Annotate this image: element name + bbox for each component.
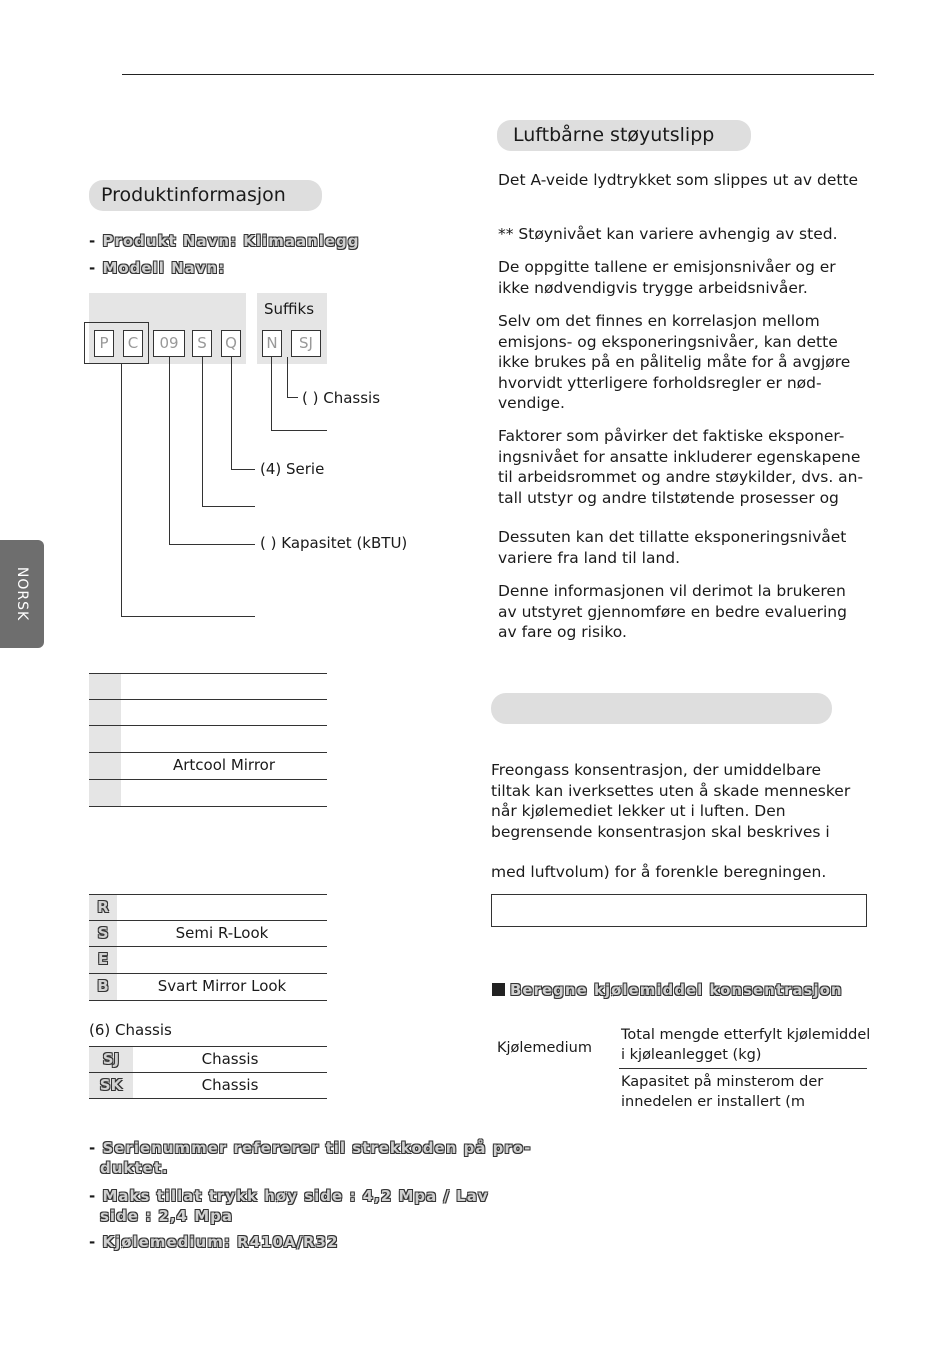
label-chassis: ( ) Chassis bbox=[302, 389, 381, 407]
note-pressure: - Maks tillat trykk høy side : 4,2 Mpa / Lav bbox=[89, 1187, 489, 1205]
section-title-blank-pill bbox=[491, 693, 832, 724]
paragraph-freon-tail: med luftvolum) for å forenkle beregningen. bbox=[491, 863, 827, 881]
connector-sj-h bbox=[287, 397, 298, 398]
table3-row: SJ Chassis bbox=[89, 1047, 327, 1073]
paragraph-freon: Freongass konsentrasjon, der umiddelbare tiltak kan iverksettes uten å skade mennesker når kjølemediet lekker ut i luften. Den begrensende konsentrasjon skal beskrives i bbox=[491, 761, 851, 841]
label-kapasitet: ( ) Kapasitet (kBTU) bbox=[260, 534, 408, 552]
code-box-c: C bbox=[123, 330, 143, 357]
paragraph-factors: Faktorer som påvirker det faktiske eksponer- ingsnivået for ansatte inkluderer egenskapene til arbeidsrommet og andre støykilder, dvs. an- tall utstyr og andre tilstøtende prosesser og bbox=[498, 427, 864, 507]
code-box-n: N bbox=[262, 330, 282, 357]
note-serial: - Serienummer refererer til strekkoden på pro- bbox=[89, 1139, 532, 1157]
section-title-produktinformasjon: Produktinformasjon bbox=[89, 180, 322, 211]
model-name-line: - Modell Navn: bbox=[89, 259, 226, 277]
model-name-text: Modell Navn: bbox=[102, 259, 226, 277]
table1-row bbox=[89, 700, 327, 726]
table1-row bbox=[89, 726, 327, 753]
table1-row bbox=[89, 674, 327, 700]
table2-row: B Svart Mirror Look bbox=[89, 974, 327, 1001]
code-box-09: 09 bbox=[153, 330, 185, 357]
formula-numerator: Total mengde etterfylt kjølemiddel i kjøleanlegget (kg) bbox=[621, 1027, 871, 1063]
product-name-line: - Produkt Navn: Klimaanlegg bbox=[89, 232, 360, 250]
language-tab-label: NORSK bbox=[14, 566, 30, 622]
connector-n-v bbox=[271, 357, 272, 431]
table2-row: S Semi R-Look bbox=[89, 921, 327, 947]
table3-row: SK Chassis bbox=[89, 1073, 327, 1099]
table2-row: R bbox=[89, 895, 327, 921]
language-tab bbox=[0, 540, 44, 648]
formula-denominator: Kapasitet på minsterom der innedelen er installert (m bbox=[621, 1074, 824, 1110]
code-box-q: Q bbox=[221, 330, 241, 357]
connector-09-h bbox=[169, 544, 255, 545]
chassis-heading: (6) Chassis bbox=[89, 1021, 172, 1039]
suffix-label: Suffiks bbox=[264, 300, 315, 318]
connector-s-v bbox=[202, 357, 203, 507]
empty-formula-box bbox=[491, 894, 867, 927]
formula-label: Kjølemedium bbox=[497, 1040, 592, 1056]
table1-row: Artcool Mirror bbox=[89, 753, 327, 780]
code-box-s: S bbox=[192, 330, 212, 357]
code-box-p: P bbox=[94, 330, 114, 357]
connector-sj-v bbox=[287, 357, 288, 398]
paragraph-country: Dessuten kan det tillatte eksponeringsnivået variere fra land til land. bbox=[498, 528, 847, 567]
header-rule bbox=[122, 74, 874, 75]
note-serial-cont: duktet. bbox=[100, 1159, 169, 1177]
table2-row: E bbox=[89, 947, 327, 974]
paragraph-a-weighted: Det A-veide lydtrykket som slippes ut av dette bbox=[498, 171, 859, 189]
connector-09-v bbox=[169, 357, 170, 545]
product-name-text: Produkt Navn: Klimaanlegg bbox=[102, 232, 360, 250]
paragraph-correlation: Selv om det finnes en korrelasjon mellom emisjons- og eksponeringsnivåer, kan dette ikke brukes på en pålitelig måte for å avgjøre hvorvidt ytterligere forholdsregler er nød- vendige. bbox=[498, 312, 851, 412]
square-bullet-icon bbox=[492, 983, 505, 996]
section-title-luftbarne: Luftbårne støyutslipp bbox=[497, 120, 751, 151]
note-pressure-cont: side : 2,4 Mpa bbox=[100, 1207, 234, 1225]
code-box-sj: SJ bbox=[291, 330, 321, 357]
paragraph-noise-note: ** Støynivået kan variere avhengig av sted. bbox=[498, 225, 838, 243]
table1-row bbox=[89, 780, 327, 807]
paragraph-evaluation: Denne informasjonen vil derimot la brukeren av utstyret gjennomføre en bedre evaluering av fare og risiko. bbox=[498, 582, 847, 641]
connector-pc-v bbox=[121, 364, 122, 617]
label-serie: (4) Serie bbox=[260, 460, 325, 478]
calc-heading: Beregne kjølemiddel konsentrasjon bbox=[510, 981, 843, 999]
note-refrigerant: - Kjølemedium: R410A/R32 bbox=[89, 1233, 339, 1251]
formula-fraction-bar bbox=[619, 1068, 867, 1069]
connector-q-h bbox=[231, 469, 255, 470]
connector-n-h bbox=[271, 430, 327, 431]
connector-pc-h bbox=[121, 616, 255, 617]
paragraph-emission: De oppgitte tallene er emisjonsnivåer og er ikke nødvendigvis trygge arbeidsnivåer. bbox=[498, 258, 836, 297]
connector-s-h bbox=[202, 506, 255, 507]
connector-q-v bbox=[231, 357, 232, 470]
